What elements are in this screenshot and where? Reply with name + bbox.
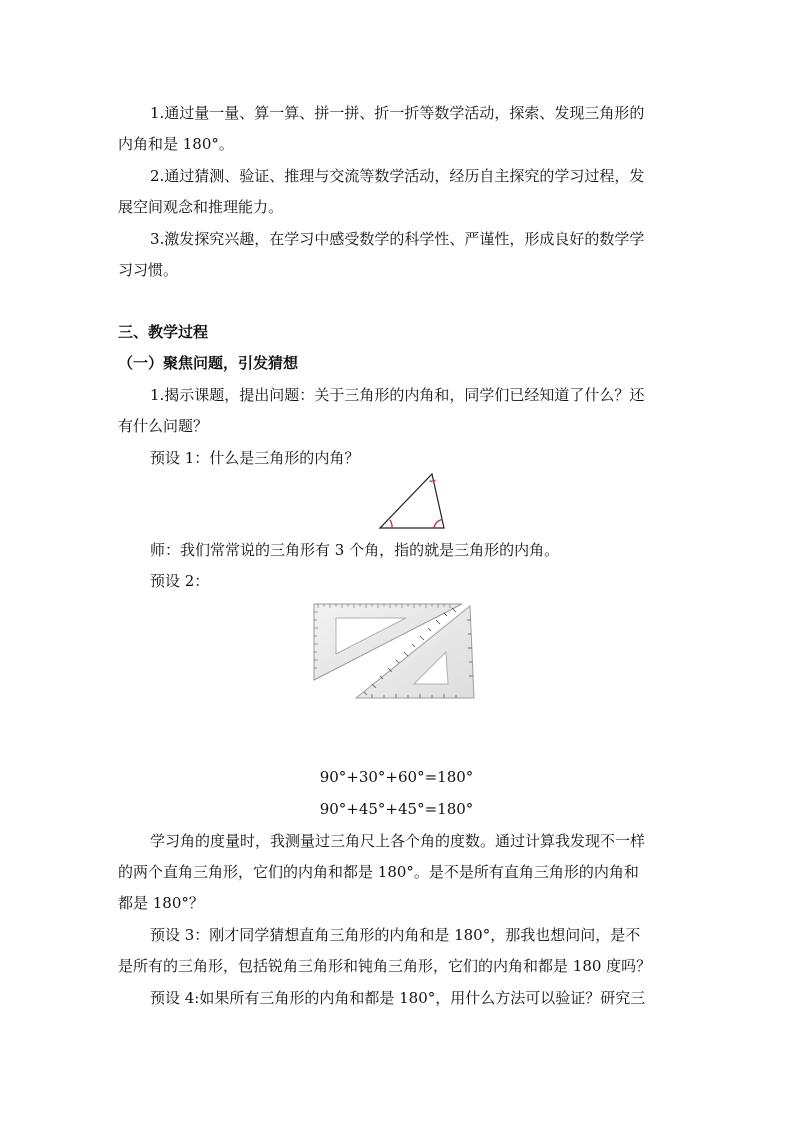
item-1-line-2: 有什么问题？	[118, 417, 209, 435]
subsection-title: （一）聚焦问题，引发猜想	[118, 354, 299, 372]
objective-1-line-2: 内角和是 180°。	[118, 135, 234, 153]
item-1-line-1: 1.揭示课题，提出问题：关于三角形的内角和，同学们已经知道了什么？还	[150, 386, 645, 404]
angle-arc-left	[390, 520, 392, 528]
objective-1-line-1: 1.通过量一量、算一算、拼一拼、折一折等数学活动，探索、发现三角形的	[150, 104, 645, 122]
objective-2-line-1: 2.通过猜测、验证、推理与交流等数学活动，经历自主探究的学习过程，发	[150, 167, 645, 185]
preset-3-line-2: 是所有的三角形，包括锐角三角形和钝角三角形，它们的内角和都是 180 度吗？	[118, 957, 652, 975]
objective-3-line-1: 3.激发探究兴趣，在学习中感受数学的科学性、严谨性，形成良好的数学学	[150, 230, 645, 248]
angle-arc-right	[434, 520, 442, 529]
paragraph-1-line-3: 都是 180°？	[118, 894, 204, 912]
equation-1: 90°+30°+60°=180°	[319, 768, 474, 786]
paragraph-1-line-2: 的两个直角三角形，它们的内角和都是 180°。是不是所有直角三角形的内角和	[118, 863, 639, 881]
triangle-figure	[376, 470, 448, 532]
teacher-statement: 师：我们常常说的三角形有 3 个角，指的就是三角形的内角。	[150, 541, 560, 559]
preset-2: 预设 2：	[150, 572, 210, 590]
section-title: 三、教学过程	[118, 323, 209, 341]
objective-3-line-2: 习习惯。	[118, 261, 179, 279]
preset-1: 预设 1：什么是三角形的内角？	[150, 449, 360, 467]
paragraph-1-line-1: 学习角的度量时，我测量过三角尺上各个角的度数。通过计算我发现不一样	[150, 832, 646, 850]
angle-arc-top	[430, 480, 436, 481]
triangle-outline	[380, 474, 444, 528]
preset-3-line-1: 预设 3：刚才同学猜想直角三角形的内角和是 180°，那我也想问问，是不	[150, 926, 641, 944]
equation-2: 90°+45°+45°=180°	[319, 800, 474, 818]
objective-2-line-2: 展空间观念和推理能力。	[118, 198, 284, 216]
set-squares-photo	[312, 600, 484, 704]
preset-4: 预设 4:如果所有三角形的内角和都是 180°，用什么方法可以验证？研究三	[150, 989, 646, 1007]
